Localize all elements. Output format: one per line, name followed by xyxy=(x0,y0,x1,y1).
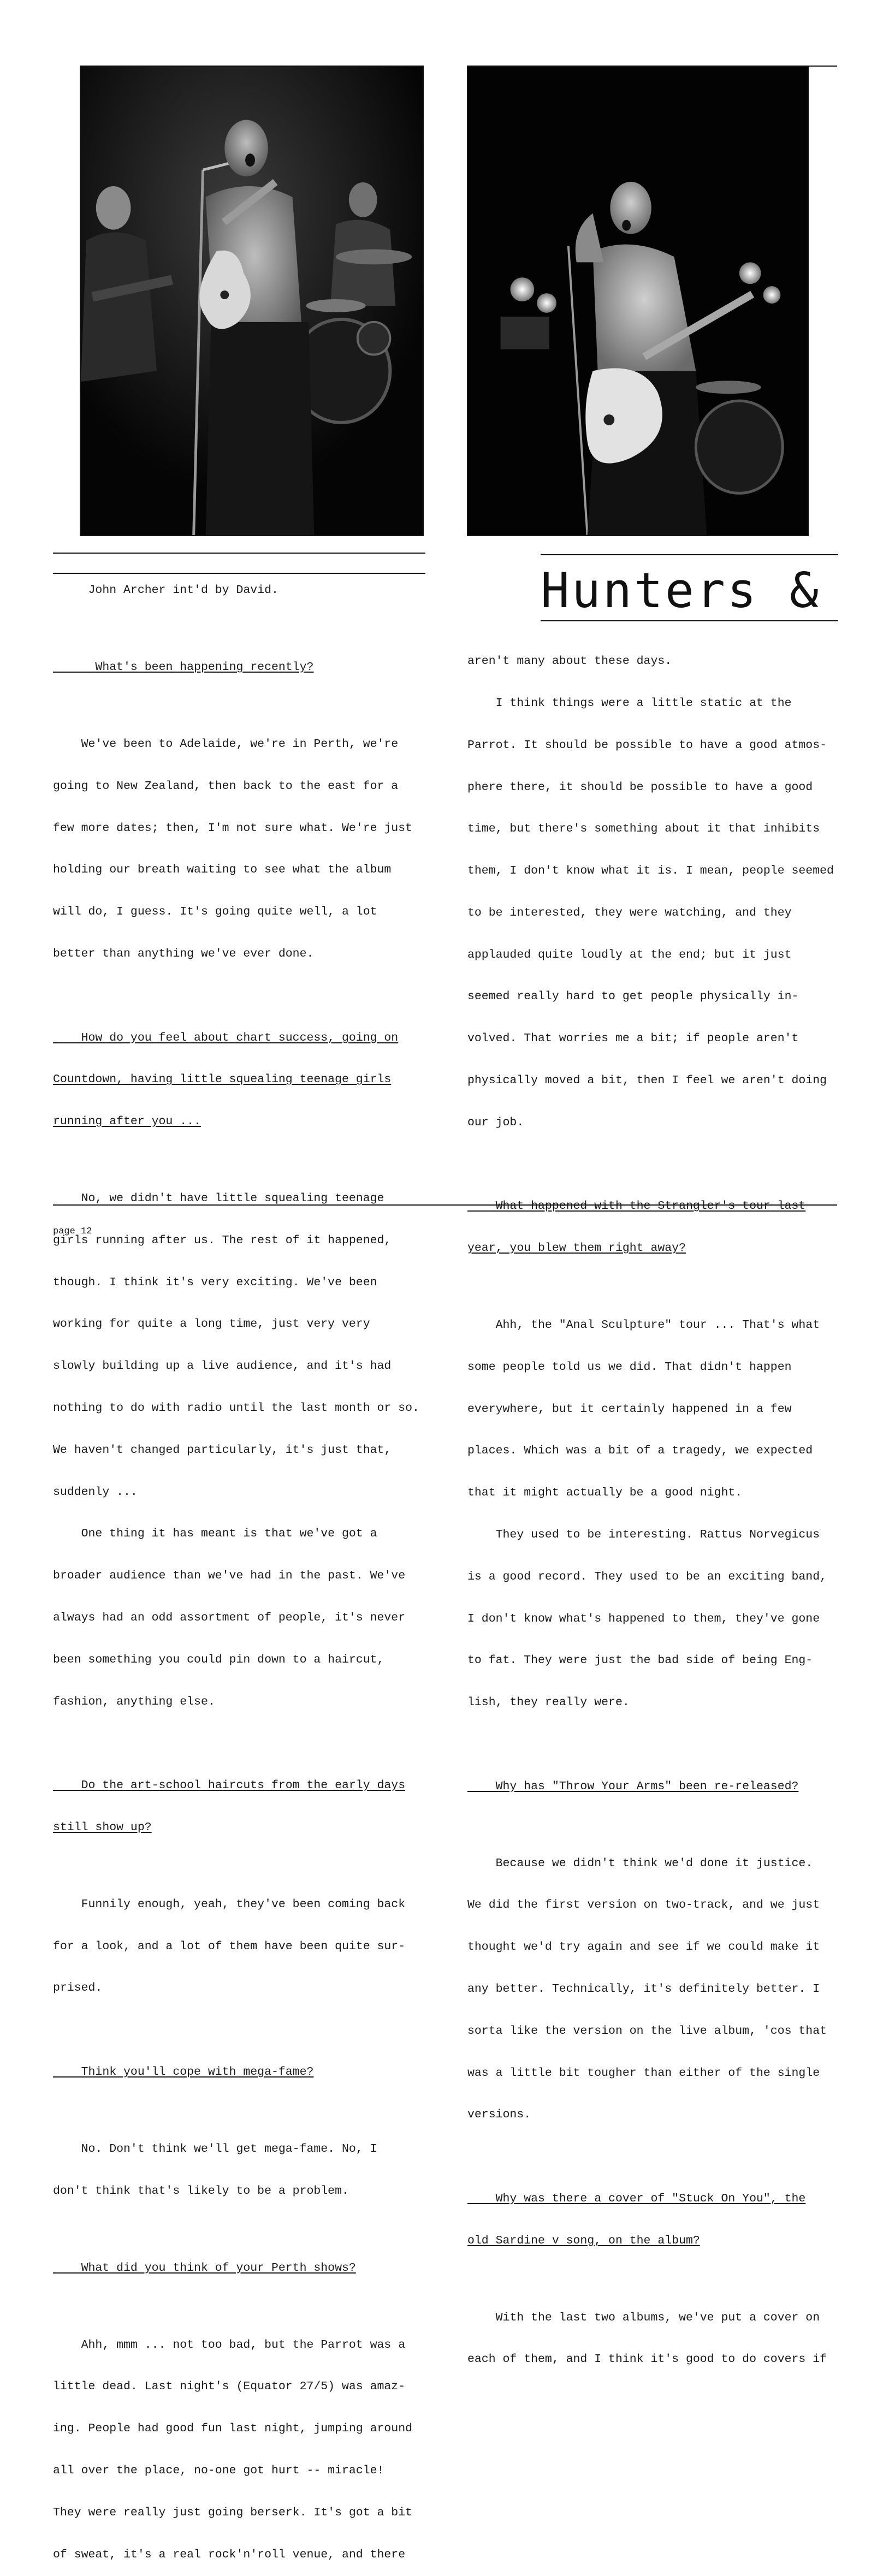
answer-line: any better. Technically, it's definitely better. I xyxy=(467,1983,820,1996)
answer-line: sorta like the version on the live album, 'cos that xyxy=(467,2024,827,2038)
question-line: year, you blew them right away? xyxy=(467,1242,686,1255)
answer-line: fashion, anything else. xyxy=(53,1695,215,1708)
answer-line: each of them, and I think it's good to do covers if xyxy=(467,2353,827,2366)
answer-line: lish, they really were. xyxy=(467,1696,630,1710)
answer-line: physically moved a bit, then I feel we aren't doing xyxy=(467,1074,827,1087)
right-column-top-rule xyxy=(541,554,838,555)
answer-line: of sweat, it's a real rock'n'roll venue, and there xyxy=(53,2548,406,2561)
question-line: How do you feel about chart success, going on xyxy=(53,1031,399,1044)
question-line: Why was there a cover of "Stuck On You", the xyxy=(467,2192,806,2205)
answer-line: suddenly ... xyxy=(53,1485,138,1499)
answer-line: don't think that's likely to be a problem. xyxy=(53,2184,349,2198)
answer-line: few more dates; then, I'm not sure what. We're just xyxy=(53,821,413,835)
answer-line: nothing to do with radio until the last month or so. xyxy=(53,1402,419,1415)
question-line: still show up? xyxy=(53,1820,152,1834)
answer-line: With the last two albums, we've put a cover on xyxy=(467,2311,820,2324)
answer-line: is a good record. They used to be an exciting band, xyxy=(467,1570,827,1583)
question-line: running after you ... xyxy=(53,1115,201,1129)
answer-line: slowly building up a live audience, and it's had xyxy=(53,1360,392,1373)
answer-line: thought we'd try again and see if we could make it xyxy=(467,1940,820,1954)
answer-line: No. Don't think we'll get mega-fame. No, I xyxy=(53,2142,377,2156)
answer-line: phere there, it should be possible to have a good xyxy=(467,780,813,794)
answer-line: Parrot. It should be possible to have a good atmos- xyxy=(467,738,827,752)
answer-line: better than anything we've ever done. xyxy=(53,947,314,961)
answer-line: broader audience than we've had in the past. We've xyxy=(53,1569,406,1583)
answer-line: I don't know what's happened to them, they've gone xyxy=(467,1612,820,1625)
answer-line: Funnily enough, yeah, they've been coming back xyxy=(53,1897,406,1911)
answer-line: always had an odd assortment of people, it's never xyxy=(53,1611,406,1624)
answer-line: Ahh, the "Anal Sculpture" tour ... That's what xyxy=(467,1319,820,1332)
answer-line: places. Which was a bit of a tragedy, we expected xyxy=(467,1444,813,1458)
answer-line: our job. xyxy=(467,1115,524,1129)
headline: Hunters & xyxy=(541,562,821,619)
question-line: Countdown, having little squealing teenage girls xyxy=(53,1073,392,1087)
answer-line: We haven't changed particularly, it's just that, xyxy=(53,1443,392,1457)
answer-line: ing. People had good fun last night, jumping around xyxy=(53,2422,413,2436)
answer-line: working for quite a long time, just very very xyxy=(53,1317,370,1331)
answer-line: girls running after us. The rest of it happened, xyxy=(53,1233,392,1247)
question: What's been happening recently? xyxy=(95,661,314,674)
left-column xyxy=(53,556,430,2576)
answer-line: I think things were a little static at the xyxy=(467,696,792,710)
answer-line: to fat. They were just the bad side of being Eng- xyxy=(467,1654,813,1667)
byline: John Archer int'd by David. xyxy=(88,584,278,597)
answer-line: applauded quite loudly at the end; but it just xyxy=(467,948,792,961)
answer-line: We did the first version on two-track, and we just xyxy=(467,1898,820,1912)
answer-line: going to New Zealand, then back to the east for a xyxy=(53,779,399,793)
answer-line: though. I think it's very exciting. We've been xyxy=(53,1275,377,1289)
answer-line: been something you could pin down to a haircut, xyxy=(53,1653,384,1666)
answer-line: that it might actually be a good night. xyxy=(467,1486,743,1500)
band-live-photo-image xyxy=(81,67,423,535)
answer-line: holding our breath waiting to see what the album xyxy=(53,863,392,877)
answer-line: Because we didn't think we'd done it justice. xyxy=(467,1856,813,1870)
answer-line: One thing it has meant is that we've got a xyxy=(53,1527,377,1541)
answer-line: Ahh, mmm ... not too bad, but the Parrot was a xyxy=(53,2338,406,2352)
answer-line: They were really just going berserk. It's got a bit xyxy=(53,2506,413,2519)
answer-line: everywhere, but it certainly happened in a few xyxy=(467,1402,792,1416)
headline-bottom-rule xyxy=(541,620,838,621)
byline-top-rule xyxy=(53,553,425,554)
answer-line: time, but there's something about it that inhibits xyxy=(467,822,820,836)
answer-line: was a little bit tougher than either of the single xyxy=(467,2066,820,2080)
question-line: old Sardine v song, on the album? xyxy=(467,2234,700,2247)
top-right-rule xyxy=(809,66,837,67)
answer-line: to be interested, they were watching, and they xyxy=(467,906,792,919)
question-line: Do the art-school haircuts from the early days xyxy=(53,1779,406,1792)
right-column xyxy=(467,627,844,2381)
answer-line: little dead. Last night's (Equator 27/5) was amaz- xyxy=(53,2380,406,2394)
answer-line: prised. xyxy=(53,1981,103,1995)
answer-line: No, we didn't have little squealing teenage xyxy=(53,1192,384,1206)
question-line: Why has "Throw Your Arms" been re-released? xyxy=(467,1779,799,1793)
answer-line: some people told us we did. That didn't happen xyxy=(467,1360,792,1374)
answer-line: all over the place, no-one got hurt -- miracle! xyxy=(53,2464,384,2477)
answer-line: will do, I guess. It's going quite well, a lot xyxy=(53,905,377,919)
answer-line: them, I don't know what it is. I mean, people seemed xyxy=(467,864,834,878)
question-line: What did you think of your Perth shows? xyxy=(53,2261,356,2275)
answer-line: seemed really hard to get people physically in- xyxy=(467,990,799,1004)
answer-line: volved. That worries me a bit; if people aren't xyxy=(467,1032,799,1046)
answer-line: for a look, and a lot of them have been quite sur- xyxy=(53,1939,406,1953)
answer-line: versions. xyxy=(467,2108,531,2122)
question-line: What happened with the Strangler's tour last xyxy=(467,1200,806,1213)
answer-line: We've been to Adelaide, we're in Perth, we're xyxy=(53,738,399,751)
page-number: page 12 xyxy=(53,1226,92,1237)
singer-guitar-photo xyxy=(467,66,809,536)
singer-guitar-photo-image xyxy=(468,67,808,535)
band-live-photo xyxy=(80,66,424,536)
answer-line: aren't many about these days. xyxy=(467,655,672,668)
question-line: Think you'll cope with mega-fame? xyxy=(53,2065,314,2079)
answer-line: They used to be interesting. Rattus Norvegicus xyxy=(467,1528,820,1541)
